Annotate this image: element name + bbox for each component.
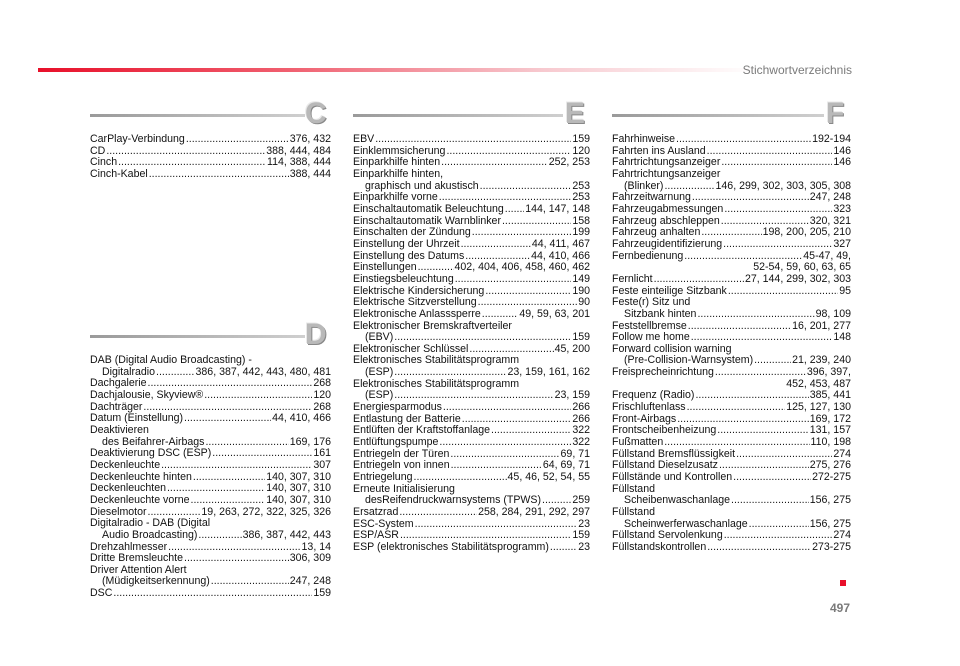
- entry-term: Dachjalousie, Skyview®: [90, 388, 204, 401]
- dot-leader: [168, 542, 300, 554]
- dot-leader: [375, 134, 571, 146]
- section-d-header: [90, 318, 330, 352]
- dot-leader: [491, 425, 571, 437]
- entry-pages: 159: [572, 331, 590, 344]
- entry-term: CarPlay-Verbindung: [90, 133, 185, 145]
- entry-term: Füllstand Servolenkung: [612, 529, 723, 542]
- page-marker: [840, 580, 846, 586]
- dot-leader: [205, 437, 288, 449]
- page-header-title: Stichwortverzeichnis: [742, 63, 852, 77]
- index-entry: Füllstand: [612, 506, 655, 518]
- index-entry: [353, 274, 590, 286]
- dot-leader: [754, 355, 791, 367]
- dot-leader: [193, 472, 265, 484]
- entry-term: Entlüften der Kraftstoffanlage: [353, 424, 491, 437]
- entry-pages: 131, 157: [809, 424, 851, 437]
- index-entry: [612, 239, 851, 251]
- entry-term: Dachgalerie: [90, 377, 147, 390]
- entry-pages: 258, 284, 291, 292, 297: [478, 506, 590, 518]
- entry-term: Digitalradio: [102, 365, 155, 378]
- entry-term: Freisprecheinrichtung: [612, 366, 714, 379]
- entry-term: Einstiegsbeleuchtung: [353, 272, 454, 285]
- entry-pages: 45-47, 49,: [803, 249, 851, 262]
- index-entry: 52-54, 59, 60, 63, 65: [753, 261, 851, 274]
- entry-pages: 268: [313, 377, 331, 390]
- entry-term: Einklemmsicherung: [353, 144, 446, 157]
- dot-leader: [480, 181, 572, 193]
- dot-leader: [156, 367, 195, 379]
- entry-term: (EBV): [365, 331, 394, 344]
- entry-pages: 388, 444: [289, 167, 331, 180]
- entry-pages: 273-275: [812, 540, 851, 553]
- dot-leader: [733, 472, 811, 484]
- dot-leader: [688, 321, 791, 333]
- entry-term: Cinch-Kabel: [90, 167, 148, 180]
- entry-term: Einparkhilfe vorne: [353, 191, 438, 204]
- index-entry: [353, 204, 590, 216]
- entry-pages: 159: [572, 529, 590, 542]
- dot-leader: [723, 239, 832, 251]
- section-e-header: [353, 97, 593, 131]
- entry-term: Elektrische Kindersicherung: [353, 284, 485, 297]
- entry-pages: 322: [572, 424, 590, 437]
- entry-pages: 45, 46, 52, 54, 55: [507, 471, 590, 484]
- entry-term: Deaktivierung DSC (ESP): [90, 447, 212, 460]
- index-entry: [90, 588, 331, 600]
- entry-pages: 161: [313, 447, 331, 460]
- entry-pages: 252, 253: [548, 156, 590, 169]
- entry-term: Dachträger: [90, 400, 143, 413]
- entry-term: Einparkhilfe hinten: [353, 156, 441, 169]
- dot-leader: [505, 204, 524, 216]
- entry-term: Elektrische Sitzverstellung: [353, 296, 477, 309]
- entry-pages: 146, 299, 302, 303, 305, 308: [715, 179, 851, 192]
- index-entry: Elektronisches Stabilitätsprogramm: [353, 377, 520, 390]
- entry-pages: 253: [572, 179, 590, 192]
- index-entry: [90, 495, 331, 507]
- index-entry: Driver Attention Alert: [90, 563, 187, 576]
- dot-leader: [502, 216, 571, 228]
- dot-leader: [198, 530, 241, 542]
- entry-term: (ESP): [365, 366, 394, 379]
- index-entry: [353, 507, 590, 519]
- entry-term: Füllstände und Kontrollen: [612, 471, 733, 484]
- entry-pages: 159: [572, 133, 590, 145]
- dot-leader: [191, 495, 266, 507]
- dot-leader: [204, 390, 312, 402]
- index-entry: Erneute Initialisierung: [353, 482, 455, 495]
- entry-pages: 376, 432: [289, 133, 331, 145]
- dot-leader: [731, 495, 809, 507]
- entry-pages: 169, 176: [289, 435, 331, 448]
- page-number: 497: [829, 601, 850, 615]
- entry-term: ESP/ASR: [353, 529, 399, 542]
- entry-term: Fernbedienung: [612, 249, 684, 262]
- entry-term: Scheibenwaschanlage: [624, 494, 731, 507]
- entry-term: Scheinwerferwaschanlage: [624, 517, 748, 530]
- entry-pages: 268: [313, 400, 331, 413]
- index-entry: Feste(r) Sitz und: [612, 296, 691, 309]
- dot-leader: [654, 274, 744, 286]
- entry-term: Elektronische Anlasssperre: [353, 307, 481, 320]
- entry-pages: 327: [833, 237, 851, 250]
- entry-term: Einstellung des Datums: [353, 249, 465, 262]
- entry-pages: 69, 71: [560, 447, 590, 460]
- dot-leader: [485, 286, 571, 298]
- entry-term: Fußmatten: [612, 436, 664, 449]
- entry-term: Deckenleuchte: [90, 458, 161, 471]
- entry-term: Einstellung der Uhrzeit: [353, 237, 460, 250]
- entry-pages: 23: [578, 517, 590, 530]
- dot-leader: [441, 157, 548, 169]
- index-entry: [353, 437, 590, 449]
- header-accent-bar: [38, 68, 758, 72]
- entry-term: Fahrhinweise: [612, 133, 676, 145]
- dot-leader: [415, 519, 578, 531]
- dot-leader: [439, 437, 571, 449]
- entry-term: Fernlicht: [612, 272, 653, 285]
- index-entry: [353, 472, 590, 484]
- dot-leader: [184, 553, 289, 565]
- entry-term: Entriegeln der Türen: [353, 447, 450, 460]
- index-entry: Elektronisches Stabilitätsprogramm: [353, 354, 520, 367]
- entry-pages: 13, 14: [301, 540, 331, 553]
- entry-term: Datum (Einstellung): [90, 412, 184, 425]
- entry-term: Cinch: [90, 156, 118, 169]
- entry-pages: 45, 200: [554, 342, 590, 355]
- entry-pages: 247, 248: [809, 191, 851, 204]
- entry-pages: 272-275: [812, 471, 851, 484]
- section-letter: F: [826, 97, 845, 130]
- dot-leader: [707, 542, 811, 554]
- entry-term: graphisch und akustisch: [365, 179, 479, 192]
- entry-pages: 140, 307, 310: [266, 482, 331, 495]
- entry-term: (Müdigkeitserkennung): [102, 575, 210, 588]
- entry-pages: 275, 276: [809, 459, 851, 472]
- entry-pages: 307: [313, 458, 331, 471]
- entry-term: Deckenleuchte hinten: [90, 470, 192, 483]
- entry-term: Feststellbremse: [612, 319, 687, 332]
- entry-pages: 253: [572, 191, 590, 204]
- entry-pages: 385, 441: [809, 389, 851, 402]
- entry-term: Deckenleuchte vorne: [90, 493, 190, 506]
- dot-leader: [184, 413, 271, 425]
- index-entry: [90, 134, 331, 146]
- index-entry: [353, 309, 590, 321]
- entry-pages: 27, 144, 299, 302, 303: [744, 272, 851, 285]
- index-entry: [90, 530, 331, 542]
- entry-pages: 23, 159: [554, 389, 590, 402]
- entry-term: Drehzahlmesser: [90, 540, 168, 553]
- entry-term: des Beifahrer-Airbags: [102, 435, 205, 448]
- dot-leader: [186, 134, 289, 146]
- entry-term: Dritte Bremsleuchte: [90, 552, 184, 565]
- index-entry: DAB (Digital Audio Broadcasting) -: [90, 354, 252, 366]
- entry-term: Entlüftungspumpe: [353, 436, 439, 449]
- entry-term: Frontscheibenheizung: [612, 424, 717, 437]
- dot-leader: [728, 286, 838, 298]
- dot-leader: [550, 542, 577, 554]
- entry-pages: 247, 248: [289, 575, 331, 588]
- entry-term: Frischluftenlass: [612, 401, 686, 414]
- entry-term: Entriegeln von innen: [353, 459, 450, 472]
- entry-term: Entriegelung: [353, 471, 413, 484]
- section-c-header: [90, 97, 330, 131]
- section-divider: [90, 335, 305, 338]
- index-entry: [612, 134, 851, 146]
- dot-leader: [461, 239, 531, 251]
- dot-leader: [707, 146, 833, 158]
- index-entry: [90, 169, 331, 181]
- entry-pages: 386, 387, 442, 443: [242, 528, 331, 541]
- dot-leader: [482, 309, 519, 321]
- index-entry: [353, 239, 590, 251]
- entry-pages: 146: [833, 156, 851, 169]
- dot-leader: [676, 134, 811, 146]
- entry-pages: 120: [313, 388, 331, 401]
- entry-pages: 274: [833, 529, 851, 542]
- index-entry: [353, 134, 590, 146]
- entry-term: Füllstand Bremsflüssigkeit: [612, 447, 736, 460]
- entry-term: DSC: [90, 587, 113, 600]
- index-entry: [353, 542, 590, 554]
- entry-term: Sitzbank hinten: [624, 307, 697, 320]
- entry-term: Dieselmotor: [90, 505, 147, 518]
- entry-term: Frequenz (Radio): [612, 389, 695, 402]
- index-entry: [353, 402, 590, 414]
- entry-pages: 266: [572, 412, 590, 425]
- index-entry: [612, 402, 851, 414]
- entry-pages: 140, 307, 310: [266, 470, 331, 483]
- dot-leader: [719, 460, 809, 472]
- entry-pages: 266: [572, 401, 590, 414]
- entry-pages: 199: [572, 226, 590, 239]
- entry-term: Audio Broadcasting): [102, 528, 198, 541]
- entry-pages: 320, 321: [809, 214, 851, 227]
- entry-pages: 323: [833, 202, 851, 215]
- dot-leader: [106, 146, 265, 158]
- index-list-e: [353, 134, 590, 554]
- entry-term: Fahrzeug abschleppen: [612, 214, 720, 227]
- dot-leader: [455, 274, 572, 286]
- index-entry: Deaktivieren: [90, 423, 149, 436]
- dot-leader: [212, 448, 312, 460]
- entry-pages: 95: [839, 284, 851, 297]
- entry-pages: 144, 147, 148: [525, 202, 590, 215]
- section-divider: [612, 114, 824, 117]
- entry-pages: 158: [572, 214, 590, 227]
- entry-pages: 44, 411, 467: [531, 237, 590, 250]
- entry-pages: 149: [572, 272, 590, 285]
- entry-term: Füllstandskontrollen: [612, 540, 707, 553]
- entry-pages: 386, 387, 442, 443, 480, 481: [195, 365, 331, 378]
- entry-pages: 49, 59, 63, 201: [519, 307, 590, 320]
- index-entry: Füllstand: [612, 482, 655, 495]
- dot-leader: [149, 169, 289, 181]
- entry-pages: 23: [578, 540, 590, 553]
- entry-term: Füllstand Dieselzusatz: [612, 459, 718, 472]
- entry-pages: 402, 404, 406, 458, 460, 462: [454, 261, 590, 274]
- dot-leader: [724, 204, 832, 216]
- entry-term: Einschalten der Zündung: [353, 226, 471, 239]
- section-letter: C: [305, 97, 327, 130]
- entry-pages: 19, 263, 272, 322, 325, 326: [201, 505, 331, 518]
- dot-leader: [211, 576, 289, 588]
- index-list-f: [612, 134, 851, 554]
- entry-term: Feste einteilige Sitzbank: [612, 284, 727, 297]
- entry-term: Follow me home: [612, 331, 690, 344]
- entry-pages: 190: [572, 284, 590, 297]
- entry-pages: 192-194: [812, 133, 851, 145]
- index-entry: [90, 390, 331, 402]
- entry-term: Ersatzrad: [353, 506, 399, 518]
- entry-pages: 110, 198: [810, 436, 851, 449]
- entry-term: Elektronischer Schlüssel: [353, 342, 469, 355]
- entry-pages: 114, 388, 444: [266, 156, 331, 169]
- entry-pages: 44, 410, 466: [531, 249, 590, 262]
- entry-term: Fahrzeugabmessungen: [612, 202, 724, 215]
- entry-pages: 322: [572, 436, 590, 449]
- entry-pages: 21, 239, 240: [792, 354, 851, 367]
- entry-pages: 120: [572, 144, 590, 157]
- index-entry: [612, 309, 851, 321]
- index-entry: Elektronischer Bremskraftverteiler: [353, 319, 512, 332]
- entry-pages: 16, 201, 277: [792, 319, 851, 332]
- entry-pages: 64, 69, 71: [542, 459, 590, 472]
- index-entry: [612, 204, 851, 216]
- entry-pages: 156, 275: [809, 517, 851, 530]
- entry-term: ESC-System: [353, 517, 414, 530]
- dot-leader: [697, 309, 814, 321]
- entry-pages: 198, 200, 205, 210: [762, 226, 851, 239]
- entry-term: CD: [90, 144, 106, 157]
- dot-leader: [664, 437, 809, 449]
- dot-leader: [414, 472, 507, 484]
- index-list-c: [90, 134, 331, 181]
- index-entry: [90, 576, 331, 588]
- index-entry: [612, 542, 851, 554]
- entry-pages: 90: [578, 296, 590, 309]
- entry-pages: 306, 309: [289, 552, 331, 565]
- entry-term: Deckenleuchten: [90, 482, 166, 495]
- entry-term: Entlastung der Batterie: [353, 412, 461, 425]
- entry-term: desReifendruckwarnsystems (TPWS): [365, 494, 542, 507]
- dot-leader: [721, 157, 832, 169]
- section-divider: [353, 114, 563, 117]
- entry-pages: 159: [313, 587, 331, 600]
- index-entry: 452, 453, 487: [786, 377, 851, 390]
- index-entry: Einparkhilfe hinten,: [353, 167, 444, 180]
- section-letter: D: [305, 318, 327, 351]
- dot-leader: [161, 460, 312, 472]
- entry-pages: 396, 397,: [806, 366, 851, 379]
- entry-pages: 169, 172: [809, 412, 851, 425]
- index-entry: Forward collision warning: [612, 342, 732, 355]
- entry-pages: 125, 127, 130: [786, 401, 851, 414]
- entry-term: Einstellungen: [353, 261, 417, 274]
- entry-pages: 148: [833, 331, 851, 344]
- index-entry: [90, 460, 331, 472]
- entry-term: Front-Airbags: [612, 412, 677, 425]
- entry-term: (Pre-Collision-Warnsystem): [624, 354, 754, 367]
- section-divider: [90, 114, 305, 117]
- entry-term: Einschaltautomatik Beleuchtung: [353, 202, 504, 215]
- section-f-header: [612, 97, 852, 131]
- index-entry: [612, 472, 851, 484]
- entry-pages: 146: [833, 144, 851, 157]
- entry-term: Fahrtrichtungsanzeiger: [612, 156, 721, 169]
- entry-pages: 98, 109: [815, 307, 851, 320]
- entry-term: Fahrten ins Ausland: [612, 144, 706, 157]
- entry-term: Fahrzeugidentifizierung: [612, 237, 723, 250]
- entry-pages: 23, 159, 161, 162: [507, 366, 590, 379]
- dot-leader: [399, 507, 477, 519]
- entry-term: Fahrzeitwarnung: [612, 191, 691, 204]
- index-entry: Digitalradio - DAB (Digital: [90, 517, 211, 530]
- entry-pages: 156, 275: [809, 494, 851, 507]
- entry-pages: 388, 444, 484: [266, 144, 331, 157]
- entry-term: Fahrzeug anhalten: [612, 226, 701, 239]
- dot-leader: [443, 402, 571, 414]
- entry-term: (ESP): [365, 389, 394, 402]
- section-letter: E: [565, 97, 586, 130]
- index-list-d: [90, 355, 331, 600]
- index-entry: Fahrtrichtungsanzeiger: [612, 167, 721, 180]
- entry-term: (Blinker): [624, 179, 664, 192]
- dot-leader: [687, 402, 786, 414]
- entry-term: Energiesparmodus: [353, 401, 442, 414]
- entry-term: Einschaltautomatik Warnblinker: [353, 214, 501, 227]
- dot-leader: [717, 425, 809, 437]
- entry-pages: 44, 410, 466: [272, 412, 331, 425]
- index-entry: [612, 437, 851, 449]
- entry-term: EBV: [353, 133, 375, 145]
- dot-leader: [749, 519, 809, 531]
- entry-term: ESP (elektronisches Stabilitätsprogramm): [353, 540, 549, 553]
- entry-pages: 140, 307, 310: [266, 493, 331, 506]
- entry-pages: 259: [572, 494, 590, 507]
- entry-pages: 274: [833, 447, 851, 460]
- dot-leader: [113, 588, 312, 600]
- index-entry: [612, 274, 851, 286]
